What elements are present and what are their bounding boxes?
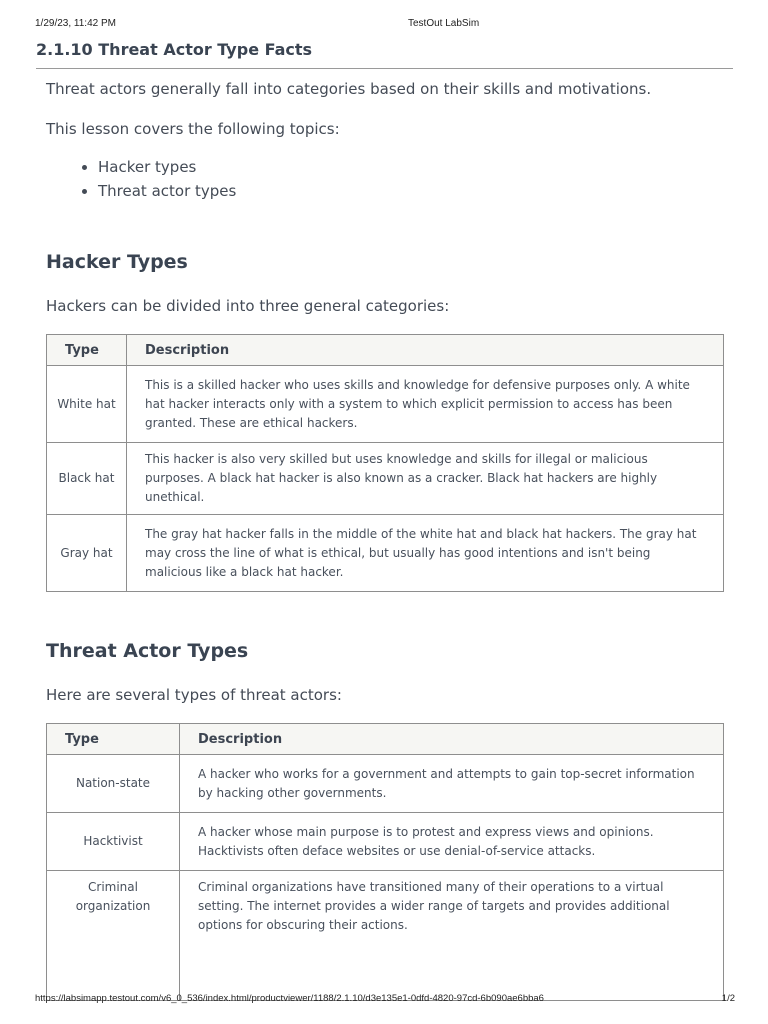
topics-intro: This lesson covers the following topics: — [46, 120, 340, 138]
section-heading-hacker-types: Hacker Types — [46, 251, 188, 273]
threat-actor-types-table — [46, 723, 724, 1001]
lesson-intro: Threat actors generally fall into categories based on their skills and motivations. — [46, 80, 652, 98]
type-cell: Nation-state — [47, 755, 180, 813]
description-cell: The gray hat hacker falls in the middle of the white hat and black hat hackers. The gray hat may cross the line of what is ethical, but usually has good intentions and isn't being malicious like a black hat hacker. — [127, 515, 724, 592]
description-cell: This is a skilled hacker who uses skills and knowledge for defensive purposes only. A white hat hacker interacts only with a system to which explicit permission to access has been granted. These are ethical hackers. — [127, 366, 724, 443]
print-url: https://labsimapp.testout.com/v6_0_536/index.html/productviewer/1188/2.1.10/d3e135e1-0dfd-4820-97cd-6b090ae6bba6 — [35, 993, 544, 1004]
table-header-row — [47, 335, 724, 366]
threat-actor-types-intro: Here are several types of threat actors: — [46, 686, 342, 704]
type-cell: Gray hat — [47, 515, 127, 592]
topic-item-hacker-types: • Hacker types — [98, 155, 724, 179]
table-row — [47, 443, 724, 515]
print-site-title: TestOut LabSim — [408, 18, 480, 29]
hacker-types-table — [46, 334, 724, 592]
type-cell: White hat — [47, 366, 127, 443]
topics-list — [46, 155, 724, 203]
topic-item-threat-actor-types: • Threat actor types — [98, 179, 724, 203]
table-row — [47, 813, 724, 871]
lesson-content — [46, 78, 724, 1001]
table-row — [47, 755, 724, 813]
description-cell: This hacker is also very skilled but uses knowledge and skills for illegal or malicious purposes. A black hat hacker is also known as a cracker. Black hat hackers are highly unethical. — [127, 443, 724, 515]
section-heading-threat-actor-types: Threat Actor Types — [46, 640, 249, 662]
hacker-types-intro: Hackers can be divided into three general categories: — [46, 297, 450, 315]
table-row — [47, 515, 724, 592]
column-header-type: Type — [47, 335, 127, 366]
table-row — [47, 366, 724, 443]
column-header-type: Type — [47, 724, 180, 755]
column-header-description: Description — [127, 335, 724, 366]
type-cell: Criminal organization — [47, 871, 180, 1001]
title-divider — [36, 68, 733, 69]
column-header-description: Description — [180, 724, 724, 755]
table-header-row — [47, 724, 724, 755]
description-cell: A hacker who works for a government and attempts to gain top-secret information by hacking other governments. — [180, 755, 724, 813]
description-cell: A hacker whose main purpose is to protest and express views and opinions. Hacktivists often deface websites or use denial-of-service attacks. — [180, 813, 724, 871]
description-cell: Criminal organizations have transitioned many of their operations to a virtual setting. The internet provides a wider range of targets and provides additional options for obscuring their actions. — [180, 871, 724, 1001]
print-datetime: 1/29/23, 11:42 PM — [35, 18, 116, 29]
lesson-title: 2.1.10 Threat Actor Type Facts — [36, 40, 313, 59]
type-cell: Hacktivist — [47, 813, 180, 871]
table-row — [47, 871, 724, 1001]
page-number: 1/2 — [721, 993, 735, 1004]
type-cell: Black hat — [47, 443, 127, 515]
